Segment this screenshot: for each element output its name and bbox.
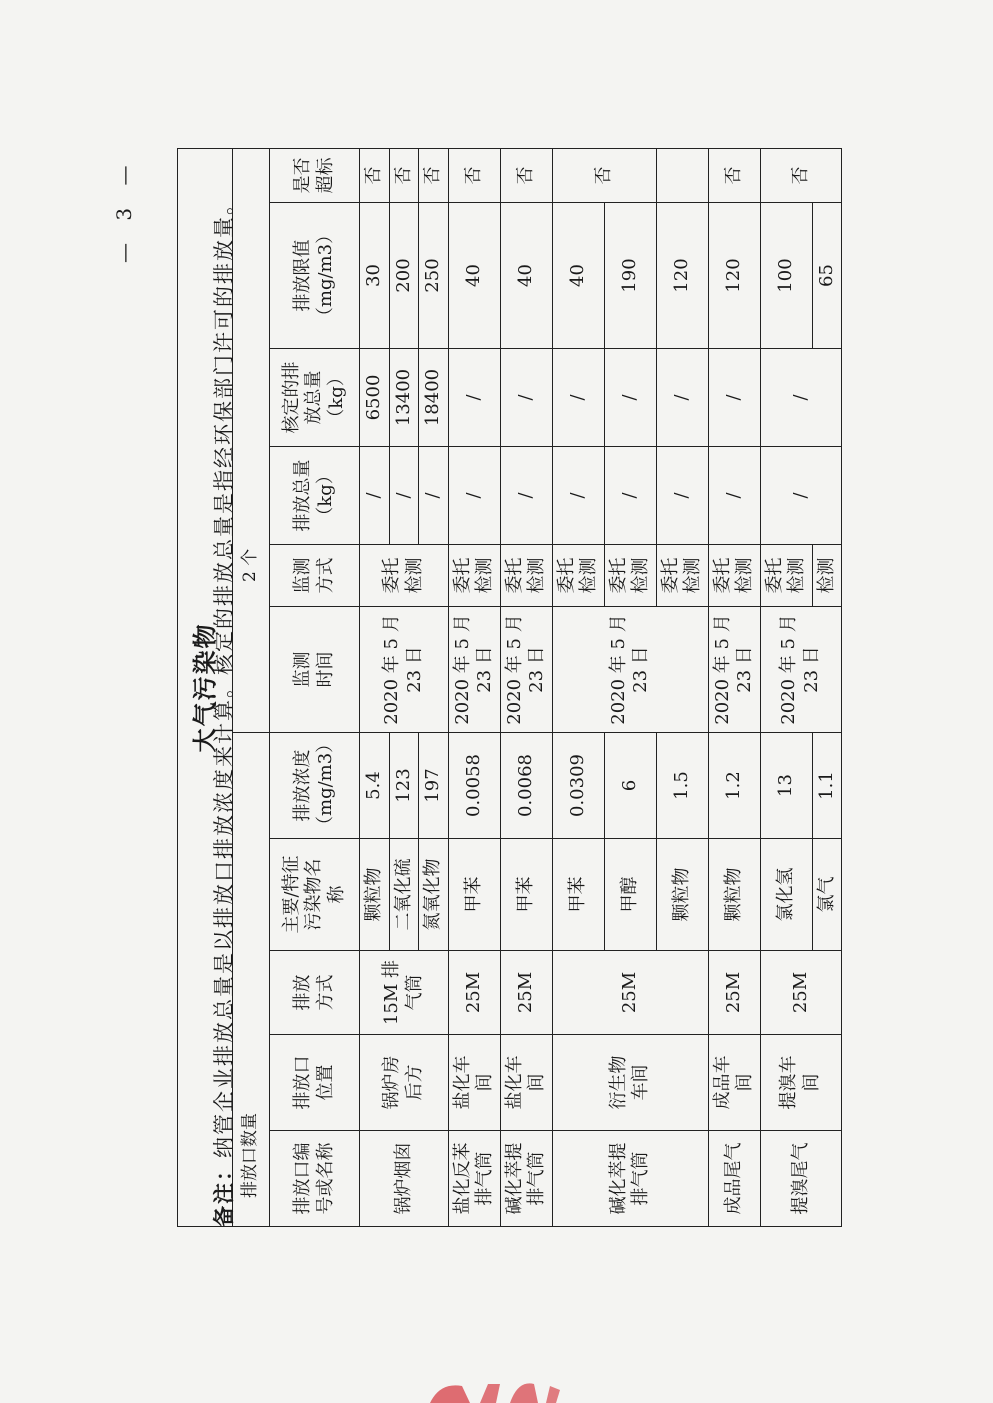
outlet-position-cell: 锅炉房 后方 xyxy=(360,1035,449,1131)
header-cell: 核定的排 放总量 （kg） xyxy=(270,349,360,447)
remark-text: 纳管企业排放总量是以排放口排放浓度来计算。核定的排放总量是指经环保部门许可的排放量。 xyxy=(212,192,236,1158)
approved-cell: / xyxy=(552,349,604,447)
exceed-cell: 否 xyxy=(708,148,760,202)
pollutant-cell: 二氧化硫 xyxy=(389,839,419,951)
limit-cell: 40 xyxy=(448,203,500,349)
total-cell: / xyxy=(500,447,552,545)
remark-label: 备注： xyxy=(212,1158,236,1227)
limit-cell: 65 xyxy=(812,203,842,349)
exceed-cell: 否 xyxy=(760,148,842,202)
limit-cell: 250 xyxy=(419,203,449,349)
limit-cell: 120 xyxy=(708,203,760,349)
pollutant-cell: 甲苯 xyxy=(448,839,500,951)
limit-cell: 30 xyxy=(360,203,390,349)
monitor-time-cell: 2020 年 5 月 23 日 xyxy=(360,607,449,733)
exceed-cell: 否 xyxy=(500,148,552,202)
outlet-position-cell: 盐化车 间 xyxy=(448,1035,500,1131)
exceed-cell: 否 xyxy=(389,148,419,202)
table-row xyxy=(360,148,390,1226)
concentration-cell: 1.2 xyxy=(708,733,760,839)
monitor-method-cell: 委托 检测 xyxy=(656,545,708,607)
pollutant-cell: 氮氧化物 xyxy=(419,839,449,951)
total-cell: / xyxy=(604,447,656,545)
limit-cell: 40 xyxy=(552,203,604,349)
emission-method-cell: 25M xyxy=(500,951,552,1035)
limit-cell: 40 xyxy=(500,203,552,349)
concentration-cell: 197 xyxy=(419,733,449,839)
exceed-cell xyxy=(656,148,708,202)
outlet-position-cell: 盐化车 间 xyxy=(500,1035,552,1131)
header-row xyxy=(270,148,360,1226)
limit-cell: 100 xyxy=(760,203,812,349)
table-row xyxy=(552,148,604,1226)
outlet-count-label: 排放口数量 xyxy=(233,733,270,1227)
outlet-name-cell: 成品尾气 xyxy=(708,1131,760,1227)
remark-note xyxy=(208,97,238,1227)
approved-cell: / xyxy=(500,349,552,447)
pollutant-cell: 甲醇 xyxy=(604,839,656,951)
pollutant-cell: 颗粒物 xyxy=(360,839,390,951)
header-cell: 排放口编 号或名称 xyxy=(270,1131,360,1227)
outlet-name-cell: 锅炉烟囱 xyxy=(360,1131,449,1227)
monitor-time-cell: 2020 年 5 月 23 日 xyxy=(500,607,552,733)
approved-cell: 18400 xyxy=(419,349,449,447)
pollutant-cell: 氯化氢 xyxy=(760,839,812,951)
concentration-cell: 13 xyxy=(760,733,812,839)
approved-cell: 6500 xyxy=(360,349,390,447)
table-row xyxy=(500,148,552,1226)
exceed-cell: 否 xyxy=(360,148,390,202)
concentration-cell: 1.5 xyxy=(656,733,708,839)
outlet-position-cell: 成品车 间 xyxy=(708,1035,760,1131)
outlet-name-cell: 碱化萃提 排气筒 xyxy=(500,1131,552,1227)
table-row xyxy=(448,148,500,1226)
table-row xyxy=(708,148,760,1226)
air-pollutant-table xyxy=(177,148,842,1227)
total-cell: / xyxy=(552,447,604,545)
concentration-cell: 0.0068 xyxy=(500,733,552,839)
header-cell: 监测 时间 xyxy=(270,607,360,733)
monitor-time-cell: 2020 年 5 月 23 日 xyxy=(760,607,842,733)
exceed-cell: 否 xyxy=(552,148,656,202)
pollutant-cell: 颗粒物 xyxy=(708,839,760,951)
approved-cell: / xyxy=(656,349,708,447)
monitor-method-cell: 委托 检测 xyxy=(500,545,552,607)
header-cell: 排放浓度 （mg/m3） xyxy=(270,733,360,839)
limit-cell: 190 xyxy=(604,203,656,349)
approved-cell: / xyxy=(708,349,760,447)
header-cell: 排放总量 （kg） xyxy=(270,447,360,545)
total-cell: / xyxy=(448,447,500,545)
concentration-cell: 5.4 xyxy=(360,733,390,839)
concentration-cell: 1.1 xyxy=(812,733,842,839)
outlet-name-cell: 提溴尾气 xyxy=(760,1131,842,1227)
exceed-cell: 否 xyxy=(448,148,500,202)
page-number: — 3 — xyxy=(112,157,136,263)
concentration-cell: 123 xyxy=(389,733,419,839)
emission-method-cell: 15M 排 气筒 xyxy=(360,951,449,1035)
emission-method-cell: 25M xyxy=(708,951,760,1035)
monitor-method-cell: 委托 检测 xyxy=(708,545,760,607)
header-cell: 监测 方式 xyxy=(270,545,360,607)
red-stamp xyxy=(410,1378,580,1403)
total-cell: / xyxy=(760,447,842,545)
header-cell: 排放口 位置 xyxy=(270,1035,360,1131)
monitor-method-cell: 委托 检测 xyxy=(448,545,500,607)
total-cell: / xyxy=(360,447,390,545)
header-cell: 排放 方式 xyxy=(270,951,360,1035)
total-cell: / xyxy=(419,447,449,545)
approved-cell: / xyxy=(760,349,842,447)
concentration-cell: 0.0058 xyxy=(448,733,500,839)
monitor-method-cell: 委托 检测 xyxy=(552,545,604,607)
limit-cell: 200 xyxy=(389,203,419,349)
header-cell: 是否 超标 xyxy=(270,148,360,202)
outlet-position-cell: 衍生物 车间 xyxy=(552,1035,708,1131)
table-title: 大气污染物 xyxy=(178,148,233,1226)
monitor-method-cell: 检测 xyxy=(812,545,842,607)
emission-method-cell: 25M xyxy=(760,951,842,1035)
outlet-position-cell: 提溴车 间 xyxy=(760,1035,842,1131)
total-cell: / xyxy=(708,447,760,545)
total-cell: / xyxy=(656,447,708,545)
pollutant-cell: 氯气 xyxy=(812,839,842,951)
total-cell: / xyxy=(389,447,419,545)
concentration-cell: 6 xyxy=(604,733,656,839)
monitor-method-cell: 委托 检测 xyxy=(360,545,449,607)
monitor-time-cell: 2020 年 5 月 23 日 xyxy=(552,607,708,733)
outlet-name-cell: 碱化萃提 排气筒 xyxy=(552,1131,708,1227)
approved-cell: 13400 xyxy=(389,349,419,447)
outlet-name-cell: 盐化反苯 排气筒 xyxy=(448,1131,500,1227)
pollutant-cell: 甲苯 xyxy=(552,839,604,951)
table-row xyxy=(760,148,812,1226)
monitor-time-cell: 2020 年 5 月 23 日 xyxy=(708,607,760,733)
monitor-time-cell: 2020 年 5 月 23 日 xyxy=(448,607,500,733)
concentration-cell: 0.0309 xyxy=(552,733,604,839)
outlet-count-value: 2 个 xyxy=(233,148,270,732)
header-cell: 主要/特征 污染物名 称 xyxy=(270,839,360,951)
limit-cell: 120 xyxy=(656,203,708,349)
approved-cell: / xyxy=(448,349,500,447)
monitor-method-cell: 委托 检测 xyxy=(604,545,656,607)
emission-method-cell: 25M xyxy=(448,951,500,1035)
pollutant-cell: 颗粒物 xyxy=(656,839,708,951)
emission-method-cell: 25M xyxy=(552,951,708,1035)
header-cell: 排放限值 （mg/m3） xyxy=(270,203,360,349)
monitor-method-cell: 委托 检测 xyxy=(760,545,812,607)
pollutant-cell: 甲苯 xyxy=(500,839,552,951)
exceed-cell: 否 xyxy=(419,148,449,202)
approved-cell: / xyxy=(604,349,656,447)
